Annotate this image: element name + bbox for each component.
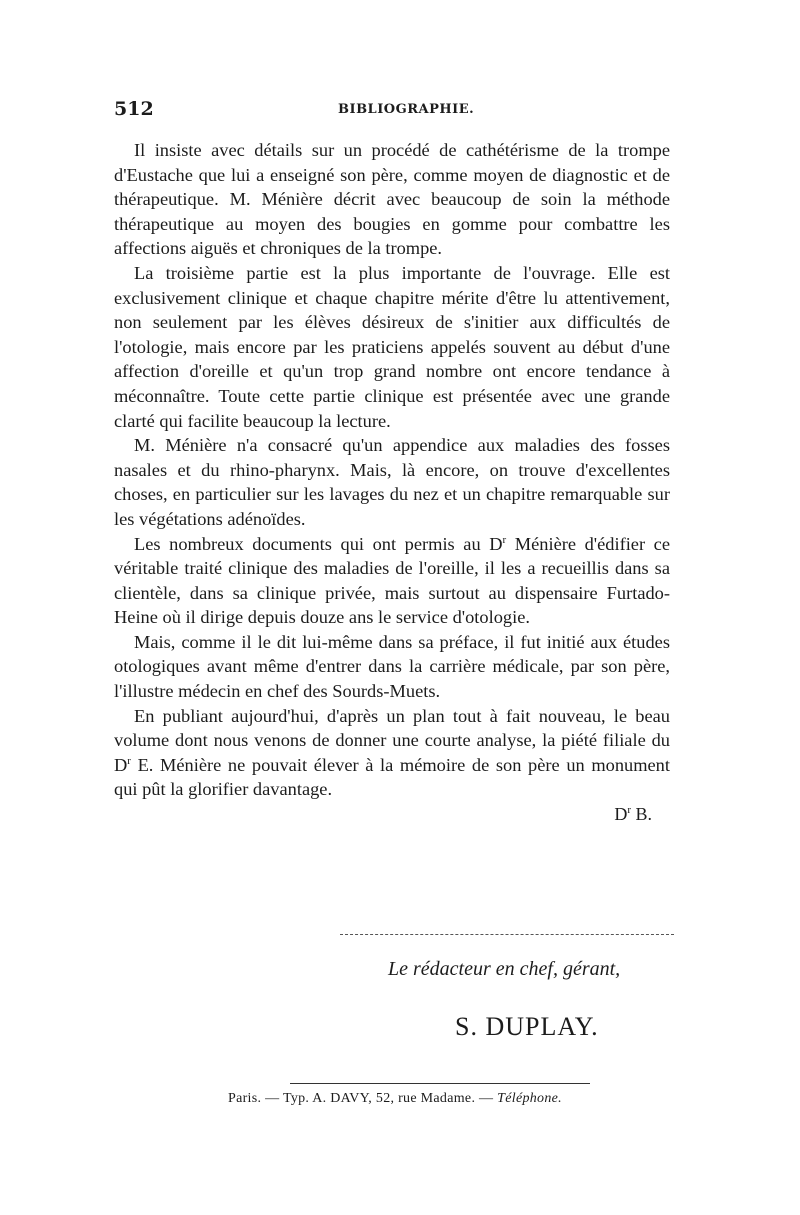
paragraph-text: E. Ménière ne pouvait élever à la mémoire de son père un monument qui pût la glorifier davantage. — [114, 754, 670, 800]
editor-name: S. DUPLAY. — [455, 1012, 599, 1041]
page-number: 512 — [114, 98, 154, 120]
reviewer-signature — [114, 802, 670, 827]
imprint-divider — [290, 1083, 590, 1084]
review-body — [114, 138, 670, 827]
section-divider — [340, 934, 674, 935]
paragraph-text: La troisième partie est la plus importante de l'ouvrage. Elle est exclusivement clinique et chaque chapitre mérite d'être lu attentivement, non seulement par les élèves désireux de s'initier aux difficultés de l'otologie, mais encore par les praticiens appelés souvent au début d'une affection d'oreille et qu'un trop grand nombre ont encore tendance à méconnaître. Toute cette partie clinique est présentée avec une grande clarté qui facilite beaucoup la lecture. — [114, 262, 670, 431]
superscript: r — [627, 804, 631, 817]
paragraph-text: Les nombreux documents qui ont permis au D — [134, 533, 503, 554]
editor-caption: Le rédacteur en chef, gérant, — [388, 958, 621, 980]
paragraph-text: Ménière d'édifier ce véritable traité clinique des maladies de l'oreille, il les a recueillis dans sa clientèle, dans sa clinique privée, mais surtout au dispensaire Furtado-Heine où il dirige depuis douze ans le service d'otologie. — [114, 533, 670, 628]
imprint-telephone: Téléphone. — [497, 1091, 562, 1106]
paragraph — [114, 138, 670, 261]
signature-text: D — [614, 804, 628, 825]
paragraph — [114, 532, 670, 630]
paragraph-text: M. Ménière n'a consacré qu'un appendice aux maladies des fosses nasales et du rhino-pharynx. Mais, là encore, on trouve d'excellentes choses, en particulier sur les lavages du nez et un chapitre remarquable sur les végétations adénoïdes. — [114, 435, 670, 529]
paragraph-text: Mais, comme il le dit lui-même dans sa préface, il fut initié aux études otologiques avant même d'entrer dans la carrière médicale, par son père, l'illustre médecin en chef des Sourds-Muets. — [114, 631, 670, 702]
superscript: r — [127, 754, 131, 767]
paragraph-text: En publiant aujourd'hui, d'après un plan tout à fait nouveau, le beau volume dont nous venons de donner une courte analyse, la piété filiale du D — [114, 705, 670, 775]
printer-imprint — [228, 1091, 562, 1107]
paragraph-text: Il insiste avec détails sur un procédé de cathétérisme de la trompe d'Eustache que lui a enseigné son père, comme moyen de diagnostic et de thérapeutique. M. Ménière décrit avec beaucoup de soin la méthode thérapeutique au moyen des bougies en gomme pour combattre les affections aiguës et chroniques de la trompe. — [114, 140, 670, 259]
paragraph — [114, 433, 670, 531]
superscript: r — [502, 533, 507, 546]
paragraph — [114, 261, 670, 433]
paragraph — [114, 704, 670, 802]
page-header — [114, 98, 668, 126]
paragraph — [114, 630, 670, 704]
signature-text: B. — [630, 804, 652, 825]
imprint-text: Paris. — Typ. A. DAVY, 52, rue Madame. — — [228, 1091, 498, 1106]
running-head: BIBLIOGRAPHIE. — [338, 102, 475, 117]
